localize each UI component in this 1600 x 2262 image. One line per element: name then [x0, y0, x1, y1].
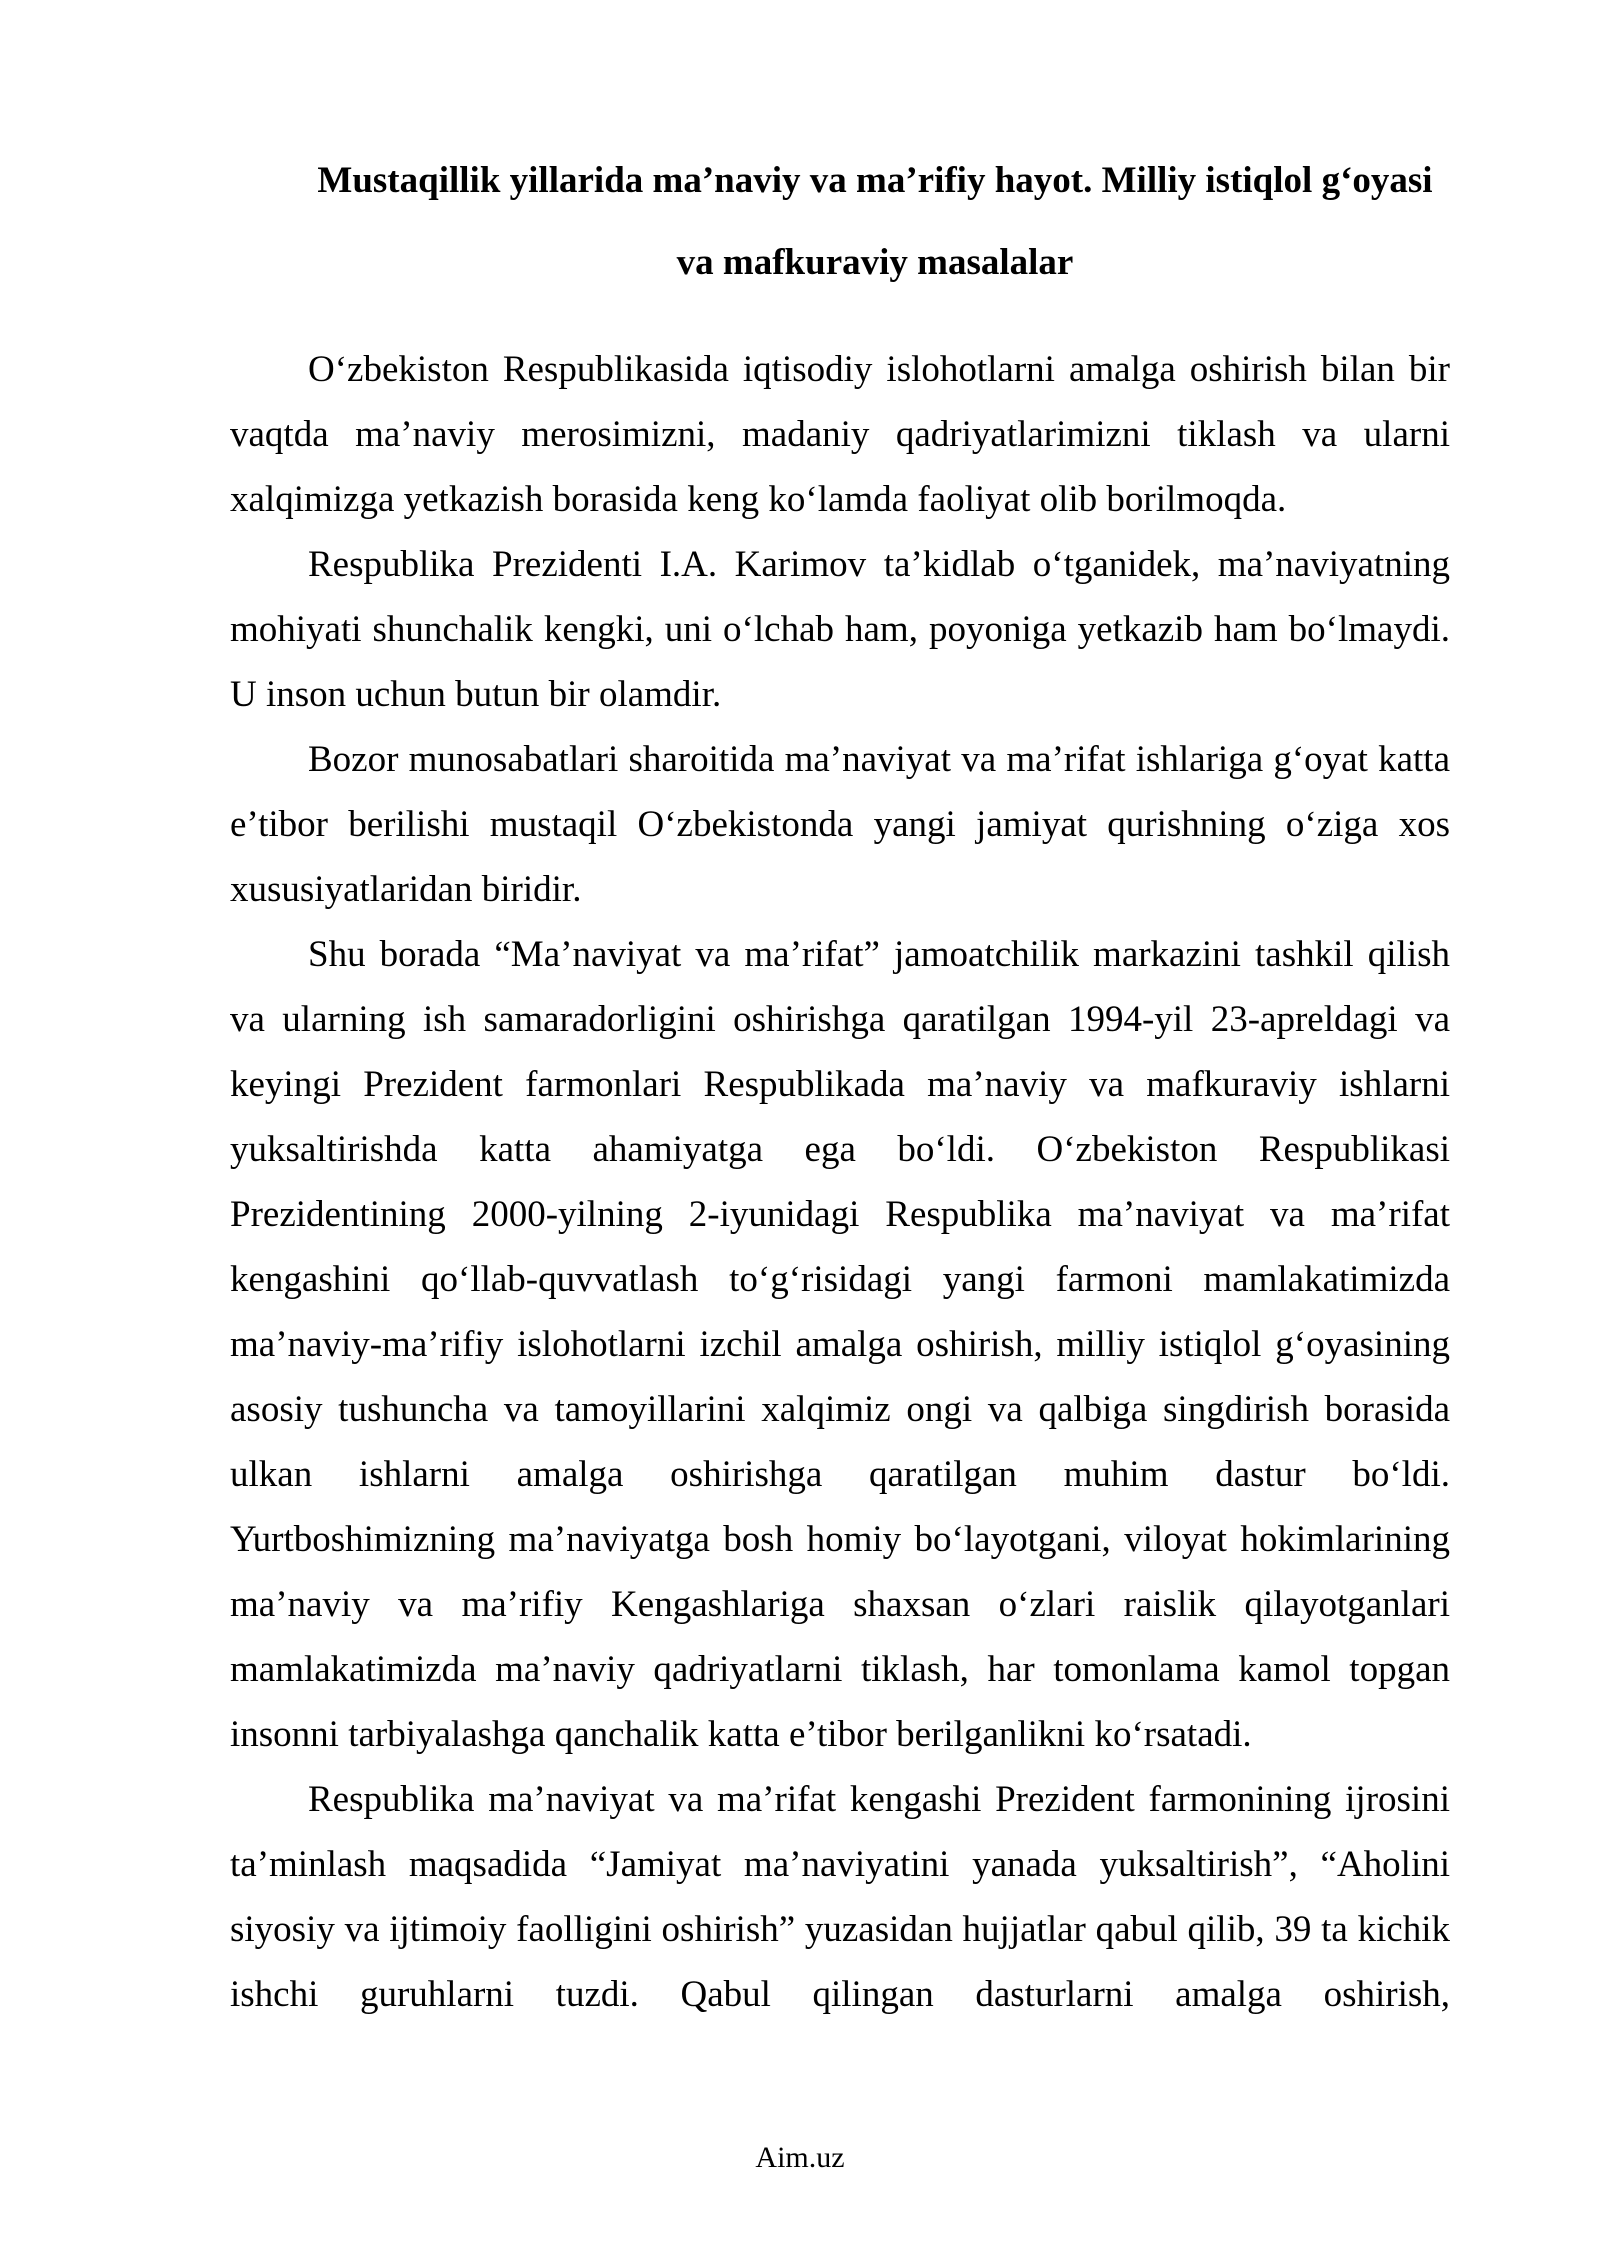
page-footer: Aim.uz	[755, 2141, 845, 2174]
paragraph: Bozor munosabatlari sharoitida ma’naviyat va ma’rifat ishlariga g‘oyat katta e’tibor berilishi mustaqil O‘zbekistonda yangi jamiyat qurishning o‘ziga xos xususiyatlaridan biridir.	[230, 739, 1450, 910]
paragraph: O‘zbekiston Respublikasida iqtisodiy islohotlarni amalga oshirish bilan bir vaqtda ma’naviy merosimizni, madaniy qadriyatlarimizni tiklash va ularni xalqimizga yetkazish borasida keng ko‘lamda faoliyat olib borilmoqda.	[230, 349, 1450, 520]
document-body	[230, 337, 1450, 2027]
paragraph: Shu borada “Ma’naviyat va ma’rifat” jamoatchilik markazini tashkil qilish va ularning ish samaradorligini oshirishga qaratilgan 1994-yil 23-apreldagi va keyingi Prezident farmonlari Respublikada ma’naviy va mafkuraviy ishlarni yuksaltirishda katta ahamiyatga ega bo‘ldi. O‘zbekiston Respublikasi Prezidentining 2000-yilning 2-iyunidagi Respublika ma’naviyat va ma’rifat kengashini qo‘llab-quvvatlash to‘g‘risidagi yangi farmoni mamlakatimizda ma’naviy-ma’rifiy islohotlarni izchil amalga oshirish, milliy istiqlol g‘oyasining asosiy tushuncha va tamoyillarini xalqimiz ongi va qalbiga singdirish borasida ulkan ishlarni amalga oshirishga qaratilgan muhim dastur bo‘ldi. Yurtboshimizning ma’naviyatga bosh homiy bo‘layotgani, viloyat hokimlarining ma’naviy va ma’rifiy Kengashlariga shaxsan o‘zlari raislik qilayotganlari mamlakatimizda ma’naviy qadriyatlarni tiklash, har tomonlama kamol topgan insonni tarbiyalashga qanchalik katta e’tibor berilganlikni ko‘rsatadi.	[230, 934, 1450, 1755]
paragraph: Respublika ma’naviyat va ma’rifat kengashi Prezident farmonining ijrosini ta’minlash maqsadida “Jamiyat ma’naviyatini yanada yuksaltirish”, “Aholini siyosiy va ijtimoiy faolligini oshirish” yuzasidan hujjatlar qabul qilib, 39 ta kichik ishchi guruhlarni tuzdi. Qabul qilingan dasturlarni amalga oshirish,	[230, 1779, 1450, 2015]
document-title: Mustaqillik yillarida ma’naviy va ma’rifiy hayot. Milliy istiqlol g‘oyasi va mafkuraviy masalalar	[317, 160, 1433, 283]
paragraph: Respublika Prezidenti I.A. Karimov ta’kidlab o‘tganidek, ma’naviyatning mohiyati shunchalik kengki, uni o‘lchab ham, poyoniga yetkazib ham bo‘lmaydi. U inson uchun butun bir olamdir.	[230, 544, 1450, 715]
